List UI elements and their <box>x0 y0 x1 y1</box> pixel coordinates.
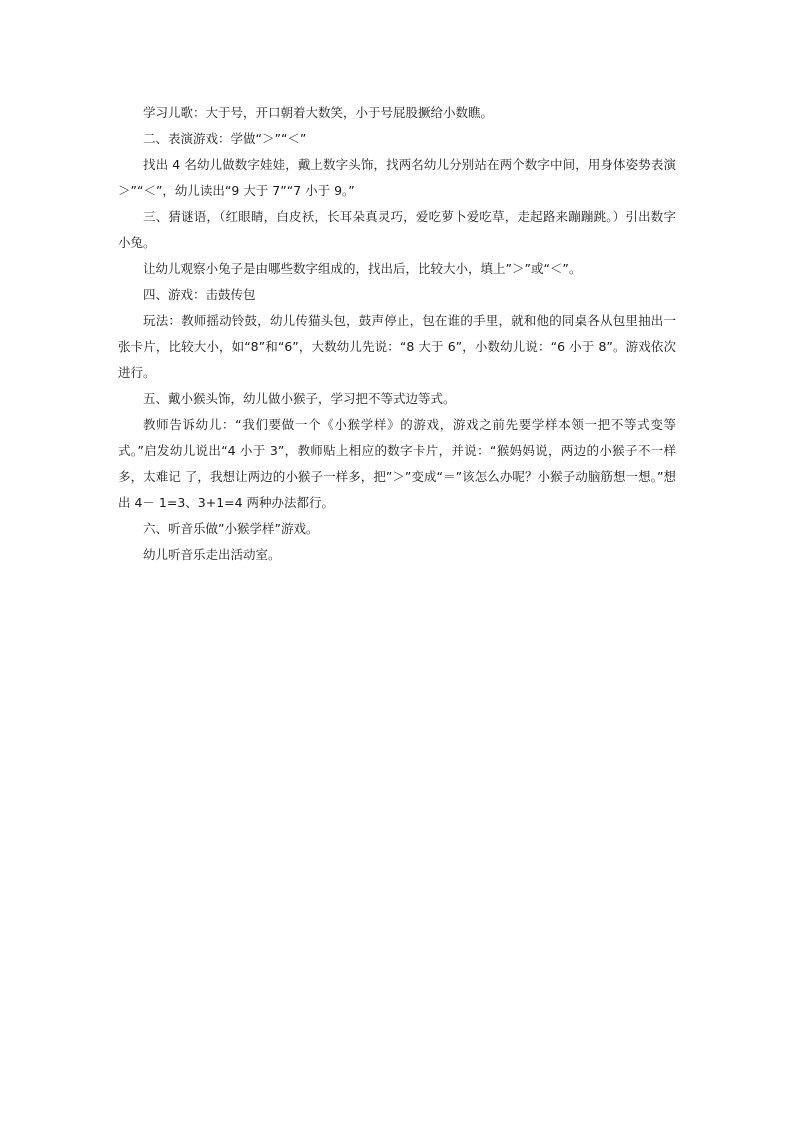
paragraph-teacher-instructions: 教师告诉幼儿：“我们要做一个《小猴学样》的游戏，游戏之前先要学样本领一把不等式变等式。”启发幼儿说出“4 小于 3”，教师贴上相应的数字卡片，并说：“猴妈妈说，两边的小猴子不一样多，太难记 了，我想让两边的小猴子一样多，把”＞”变成“＝”该怎么办呢？小猴子动脑筋想一想。”想出 4－ 1=3、3+1=4 两种办法都行。 <box>118 417 676 510</box>
paragraph-section-4-heading: 四、游戏：击鼓传包 <box>143 287 256 302</box>
paragraph-section-2-heading: 二、表演游戏：学做“＞”“＜” <box>143 131 307 146</box>
paragraph-game-rules: 玩法：教师摇动铃鼓，幼儿传猫头包，鼓声停止，包在谁的手里，就和他的同桌各从包里抽出一张卡片，比较大小，如“8”和“6”，大数幼儿先说：“8 大于 6”，小数幼儿说：“6 小于 8”。游戏依次进行。 <box>118 313 676 380</box>
paragraph-closing: 幼儿听音乐走出活动室。 <box>143 547 281 562</box>
paragraph-section-3-riddle: 三、猜谜语，（红眼睛，白皮袄，长耳朵真灵巧，爱吃萝卜爱吃草，走起路来蹦蹦跳。）引出数字小兔。 <box>118 209 676 250</box>
paragraph-performance-game: 找出 4 名幼儿做数字娃娃，戴上数字头饰，找两名幼儿分别站在两个数字中间，用身体姿势表演＞”“＜”，幼儿读出“9 大于 7”“7 小于 9。” <box>118 157 676 198</box>
paragraph-section-5-heading: 五、戴小猴头饰，幼儿做小猴子，学习把不等式边等式。 <box>143 391 456 406</box>
paragraph-rabbit-observation: 让幼儿观察小兔子是由哪些数字组成的，找出后，比较大小，填上”＞”或“＜”。 <box>143 261 582 276</box>
document-body <box>118 100 676 568</box>
paragraph-section-6-heading: 六、听音乐做”小猴学样”游戏。 <box>143 521 319 536</box>
paragraph-nursery-rhyme: 学习儿歌：大于号，开口朝着大数笑，小于号屁股撅给小数瞧。 <box>143 105 494 120</box>
